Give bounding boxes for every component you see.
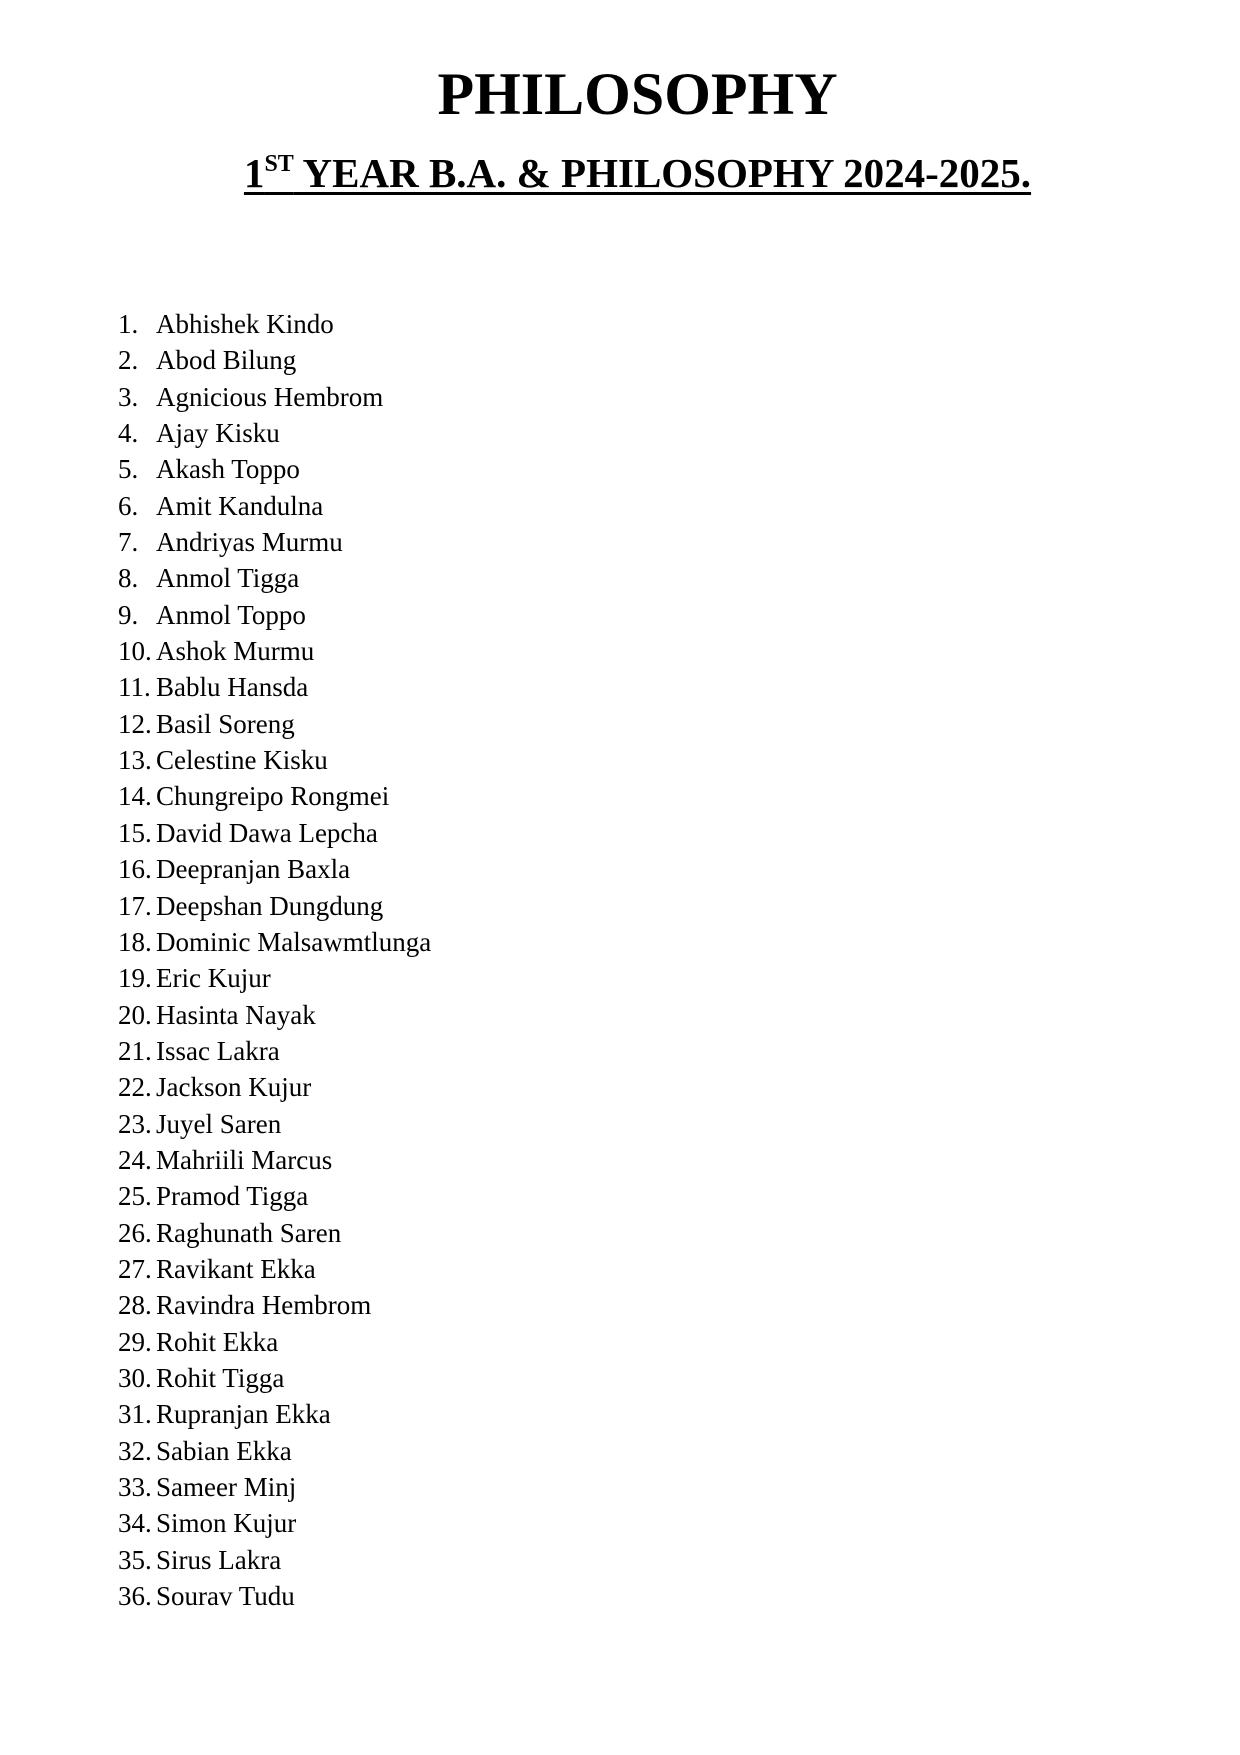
list-item	[118, 1578, 431, 1614]
list-item	[118, 524, 431, 560]
list-item-name: Amit Kandulna	[156, 490, 324, 521]
list-item-number: 2.	[118, 345, 139, 376]
list-item	[118, 960, 431, 996]
list-item-number: 32.	[118, 1435, 152, 1466]
list-item	[118, 706, 431, 742]
list-item-number: 24.	[118, 1144, 152, 1175]
list-item-number: 4.	[118, 418, 139, 449]
list-item-name: Sabian Ekka	[156, 1435, 292, 1466]
list-item-number: 30.	[118, 1362, 152, 1393]
list-item-name: Basil Soreng	[156, 708, 295, 739]
subtitle-year-number: 1	[243, 150, 265, 196]
list-item-name: Simon Kujur	[156, 1508, 297, 1539]
list-item	[118, 1178, 431, 1214]
list-item	[118, 306, 431, 342]
list-item	[118, 1287, 431, 1323]
subtitle-text: YEAR B.A. & PHILOSOPHY 2024-2025.	[293, 150, 1032, 196]
list-item	[118, 1542, 431, 1578]
list-item-number: 19.	[118, 963, 152, 994]
list-item-name: Ajay Kisku	[156, 418, 280, 449]
list-item-name: Hasinta Nayak	[156, 999, 316, 1030]
list-item-name: Sameer Minj	[156, 1472, 297, 1502]
list-item-name: Rohit Tigga	[156, 1362, 285, 1393]
list-item-number: 15.	[118, 817, 152, 848]
list-item-name: David Dawa Lepcha	[156, 817, 378, 848]
list-item-name: Anmol Toppo	[156, 599, 306, 630]
list-item	[118, 415, 431, 451]
list-item-number: 7.	[118, 527, 139, 558]
list-item-number: 11.	[118, 672, 151, 703]
list-item-number: 10.	[118, 636, 152, 667]
list-item-name: Ravikant Ekka	[156, 1253, 316, 1284]
list-item-number: 12.	[118, 708, 152, 739]
student-list	[118, 306, 431, 1614]
list-item-name: Agnicious Hembrom	[156, 381, 384, 412]
list-item-number: 34.	[118, 1508, 152, 1539]
list-item-number: 5.	[118, 454, 139, 485]
list-item-name: Dominic Malsawmtlunga	[156, 926, 432, 957]
list-item-number: 16.	[118, 854, 152, 885]
list-item-name: Abhishek Kindo	[156, 309, 334, 339]
list-item-name: Sourav Tudu	[156, 1581, 295, 1612]
list-item-number: 20.	[118, 999, 152, 1030]
list-item	[118, 342, 431, 378]
list-item	[118, 1433, 431, 1469]
subtitle-underlined	[244, 150, 1031, 196]
list-item	[118, 997, 431, 1033]
list-item-name: Pramod Tigga	[156, 1181, 309, 1212]
list-item	[118, 742, 431, 778]
list-item-name: Akash Toppo	[156, 454, 300, 485]
list-item-name: Raghunath Saren	[156, 1217, 342, 1248]
list-item	[118, 778, 431, 814]
list-item-name: Deepranjan Baxla	[156, 854, 351, 885]
list-item	[118, 1505, 431, 1541]
list-item	[118, 451, 431, 487]
list-item-number: 36.	[118, 1581, 152, 1612]
list-item	[118, 1251, 431, 1287]
list-item	[118, 1142, 431, 1178]
list-item-name: Mahriili Marcus	[156, 1144, 333, 1175]
list-item	[118, 488, 431, 524]
list-item	[118, 1396, 431, 1432]
list-item-number: 29.	[118, 1326, 152, 1357]
list-item-name: Andriyas Murmu	[156, 527, 343, 558]
list-item	[118, 888, 431, 924]
list-item-number: 31.	[118, 1399, 152, 1430]
list-item-number: 21.	[118, 1035, 152, 1066]
list-item-name: Anmol Tigga	[156, 563, 300, 594]
list-item	[118, 815, 431, 851]
list-item-name: Abod Bilung	[156, 345, 297, 376]
list-item	[118, 851, 431, 887]
list-item-name: Chungreipo Rongmei	[156, 781, 390, 812]
list-item-name: Ashok Murmu	[156, 636, 315, 667]
list-item-name: Deepshan Dungdung	[156, 890, 384, 921]
list-item-name: Sirus Lakra	[156, 1544, 282, 1575]
list-item-name: Issac Lakra	[156, 1035, 280, 1066]
list-item-number: 28.	[118, 1290, 152, 1321]
list-item-name: Eric Kujur	[156, 963, 271, 994]
list-item-number: 9.	[118, 599, 139, 630]
list-item-number: 14.	[118, 781, 152, 812]
list-item-name: Juyel Saren	[156, 1108, 282, 1139]
list-item-number: 26.	[118, 1217, 152, 1248]
list-item-name: Celestine Kisku	[156, 745, 328, 776]
list-item	[118, 1469, 431, 1505]
list-item-name: Ravindra Hembrom	[156, 1290, 372, 1321]
list-item-number: 23.	[118, 1108, 152, 1139]
list-item-number: 25.	[118, 1181, 152, 1212]
list-item	[118, 1106, 431, 1142]
list-item-number: 13.	[118, 745, 152, 776]
page-title: PHILOSOPHY	[437, 61, 838, 127]
list-item-number: 6.	[118, 490, 139, 521]
list-item-number: 3.	[118, 381, 139, 412]
list-item	[118, 560, 431, 596]
list-item-number: 17.	[118, 890, 152, 921]
list-item-name: Rohit Ekka	[156, 1326, 279, 1357]
list-item-number: 35.	[118, 1544, 152, 1575]
list-item	[118, 924, 431, 960]
list-item-name: Bablu Hansda	[156, 672, 309, 703]
list-item-number: 33.	[118, 1472, 152, 1502]
list-item-number: 22.	[118, 1072, 152, 1103]
page-subtitle	[0, 148, 1240, 198]
list-item	[118, 1324, 431, 1360]
list-item-number: 1.	[118, 309, 139, 339]
list-item	[118, 633, 431, 669]
list-item-name: Jackson Kujur	[156, 1072, 312, 1103]
list-item-number: 8.	[118, 563, 139, 594]
list-item-name: Rupranjan Ekka	[156, 1399, 331, 1430]
list-item	[118, 1360, 431, 1396]
list-item-number: 27.	[118, 1253, 152, 1284]
list-item	[118, 597, 431, 633]
list-item	[118, 1069, 431, 1105]
list-item	[118, 379, 431, 415]
list-item	[118, 1215, 431, 1251]
list-item-number: 18.	[118, 926, 152, 957]
subtitle-year-suffix: ST	[264, 151, 294, 177]
list-item	[118, 669, 431, 705]
list-item	[118, 1033, 431, 1069]
